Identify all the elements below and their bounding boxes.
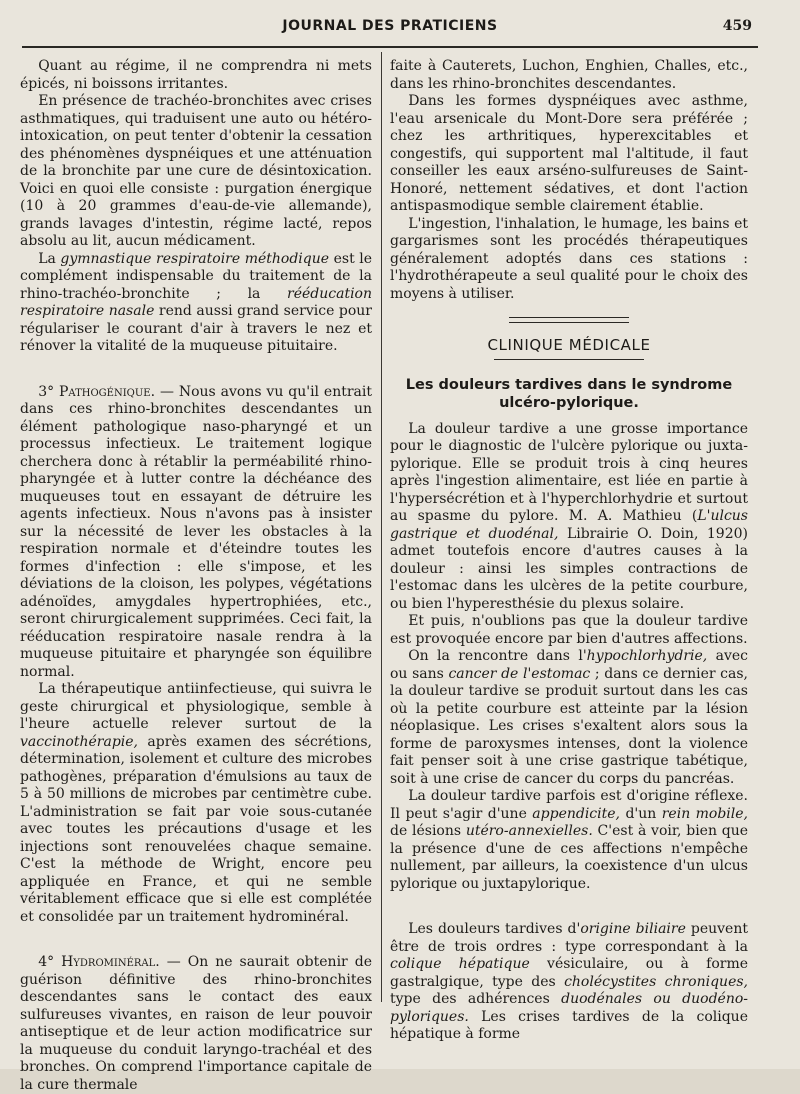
section-pathogenique	[20, 384, 372, 682]
text-run: de lésions	[390, 823, 466, 839]
text-run: — On ne saurait obtenir de guérison définitive des rhino-bronchites descendantes sans le contact des eaux sulfureuses vivantes, en raison de leur pouvoir antiseptique et de leur action modificatrice sur la muqueuse du conduit laryngo-trachéal et des bronches. On comprend l'importance capitale de la cure thermale	[20, 954, 372, 1093]
paragraph-reflexe	[390, 788, 748, 893]
paragraph-vaccinotherapie	[20, 681, 372, 926]
paragraph-origine-biliaire	[390, 921, 748, 1044]
emphasis-text: vaccinothérapie,	[20, 733, 139, 750]
paragraph-procedes: L'ingestion, l'inhalation, le humage, les bains et gargarismes sont les procédés thérapeutiques généralement adoptés dans ces stations : l'hydrothérapeute a seul qualité pour le choix des moyens à utiliser.	[390, 215, 748, 302]
text-run: La douleur tardive a une grosse importance pour le diagnostic de l'ulcère pylorique ou juxta-pylorique. Elle se produit trois à cinq heures après l'ingestion alimentaire, est liée en partie à l'hypersécrétion et à l'hyperchlorhydrie et surtout au spasme du pylore. M. A. Mathieu (	[390, 420, 748, 524]
text-run: La thérapeutique antiinfectieuse, qui suivra le geste chirurgical et physiologique, semble à l'heure actuelle relever surtout de la	[20, 681, 372, 732]
text-run: Librairie O. Doin, 1920) admet toutefois encore d'autres causes à la douleur : ainsi les simples contractions de l'estomac dans les ulcères de la petite courbure, ou bien l'hyperesthésie du plexus solaire.	[390, 525, 748, 612]
paragraph-stations: faite à Cauterets, Luchon, Enghien, Challes, etc., dans les rhino-bronchites descendantes.	[390, 58, 748, 92]
paragraph-regime: Quant au régime, il ne comprendra ni mets épicés, ni boissons irritantes.	[20, 58, 372, 92]
paragraph-desintoxication: En présence de trachéo-bronchites avec crises asthmatiques, qui traduisent une auto ou hétéro-intoxication, on peut tenter d'obtenir la cessation des phénomènes dyspnéiques et une atténuation de la bronchite par une cure de désintoxication. Voici en quoi elle consiste : purgation énergique (10 à 20 grammes d'eau-de-vie allemande), grands lavages d'intestin, régime lacté, repos absolu au lit, aucun médicament.	[20, 93, 372, 249]
running-header	[20, 18, 760, 40]
section-label: 3° Pathogénique.	[38, 383, 156, 400]
journal-title: JOURNAL DES PRATICIENS	[282, 18, 498, 34]
text-run: peuvent être de trois ordres : type correspondant à la	[390, 921, 748, 955]
text-run: avec ou sans	[390, 648, 748, 682]
text-run: La douleur tardive parfois est d'origine réflexe. Il peut s'agir d'une	[390, 788, 748, 822]
emphasis-text: gymnastique respiratoire méthodique	[60, 250, 330, 267]
text-run: est le complément indispensable du traitement de la rhino-trachéo-bronchite ; la	[20, 250, 373, 302]
emphasis-text: duodénales ou duodéno-pyloriques.	[390, 991, 748, 1025]
emphasis-text: cancer de l'estomac	[448, 665, 591, 682]
section-hydromineral	[20, 954, 372, 1094]
text-run: d'un	[620, 805, 662, 822]
section-separator	[509, 317, 629, 323]
paragraph-gymnastique	[20, 251, 372, 356]
paragraph-douleur-tardive	[390, 421, 748, 614]
emphasis-text: cholécystites chroniques,	[564, 973, 748, 990]
text-run: Les crises tardives de la colique hépatique à forme	[390, 1008, 748, 1042]
text-run: ; dans ce dernier cas, la douleur tardive se produit surtout dans les cas où la petite courbure est atteinte par la lésion néoplasique. Les crises s'exaltent alors sous la forme de paroxysmes intenses, dont la violence fait penser soit à une crise gastrique tabétique, soit à une crise de cancer du corps du pancréas.	[390, 665, 749, 787]
paragraph-mont-dore: Dans les formes dyspnéiques avec asthme, l'eau arsenicale du Mont-Dore sera préférée ; chez les arthritiques, hyperexcitables et congestifs, qui supportent mal l'altitude, il faut conseiller les eaux arséno-sulfureuses de Saint-Honoré, nettement sédatives, et dont l'action antispasmodique semble clairement établie.	[390, 93, 748, 214]
section-label: 4° Hydrominéral.	[38, 954, 160, 970]
right-column	[390, 58, 748, 1044]
paragraph-autres-affections: Et puis, n'oublions pas que la douleur tardive est provoquée encore par bien d'autres affections.	[390, 613, 748, 647]
column-divider	[381, 52, 382, 1002]
section-title-underline	[494, 359, 644, 360]
emphasis-text: origine biliaire	[580, 921, 686, 937]
text-run: vésiculaire, ou à forme gastralgique, type des	[390, 956, 749, 990]
emphasis-text: utéro-annexielles.	[465, 823, 593, 839]
emphasis-text: L'ulcus gastrique et duodénal,	[390, 508, 748, 542]
page-number: 459	[722, 18, 752, 34]
text-run: type des adhérences	[390, 991, 562, 1007]
article-title: Les douleurs tardives dans le syndrome ulcéro-pylorique.	[405, 376, 733, 411]
text-run: La	[38, 250, 61, 267]
text-run: rend aussi grand service pour régulariser le courant d'air à travers le nez et rénover la vitalité de la muqueuse pituitaire.	[20, 303, 372, 354]
paragraph-hypochlorhydrie	[390, 648, 748, 788]
emphasis-text: appendicite,	[532, 805, 620, 822]
emphasis-text: rééducation respiratoire nasale	[20, 285, 372, 319]
text-run: — Nous avons vu qu'il entrait dans ces rhino-bronchites descendantes un élément pathologique naso-pharyngé et un processus infectieux. Le traitement logique cherchera donc à rétablir la perméabilité rhino-pharyngée et à lutter contre la déchéance des muqueuses tout en essayant de détruire les agents infectieux. Nous n'avons pas à insister sur la nécessité de lever les obstacles à la respiration normale et d'éteindre toutes les formes d'infection : elle s'impose, et les déviations de la cloison, les polypes, végétations adénoïdes, amygdales hypertrophiées, etc., seront chirurgicalement supprimées. Ceci fait, la rééducation respiratoire nasale rendra à la muqueuse pituitaire et pharyngée son équilibre normal.	[20, 383, 372, 680]
text-run: après examen des sécrétions, détermination, isolement et culture des microbes pathogènes, préparation d'émulsions au taux de 5 à 50 millions de microbes par centimètre cube. L'administration se fait par voie sous-cutanée avec toutes les précautions d'usage et les injections sont renouvelées chaque semaine. C'est la méthode de Wright, encore peu appliquée en France, et qui ne semble véritablement efficace que si elle est complétée et consolidée par un traitement hydrominéral.	[20, 733, 372, 925]
text-run: C'est à voir, bien que la présence d'une de ces affections n'empêche nullement, par ailleurs, la coexistence d'un ulcus pylorique ou juxtapylorique.	[390, 823, 748, 892]
emphasis-text: hypochlorhydrie,	[586, 648, 708, 664]
header-rule	[22, 46, 758, 48]
text-run: On la rencontre dans l'	[408, 648, 587, 664]
emphasis-text: rein mobile,	[661, 805, 749, 822]
left-column	[20, 58, 372, 1094]
text-run: Les douleurs tardives d'	[408, 921, 581, 937]
section-title: CLINIQUE MÉDICALE	[487, 336, 651, 354]
emphasis-text: colique hépatique	[390, 956, 530, 972]
